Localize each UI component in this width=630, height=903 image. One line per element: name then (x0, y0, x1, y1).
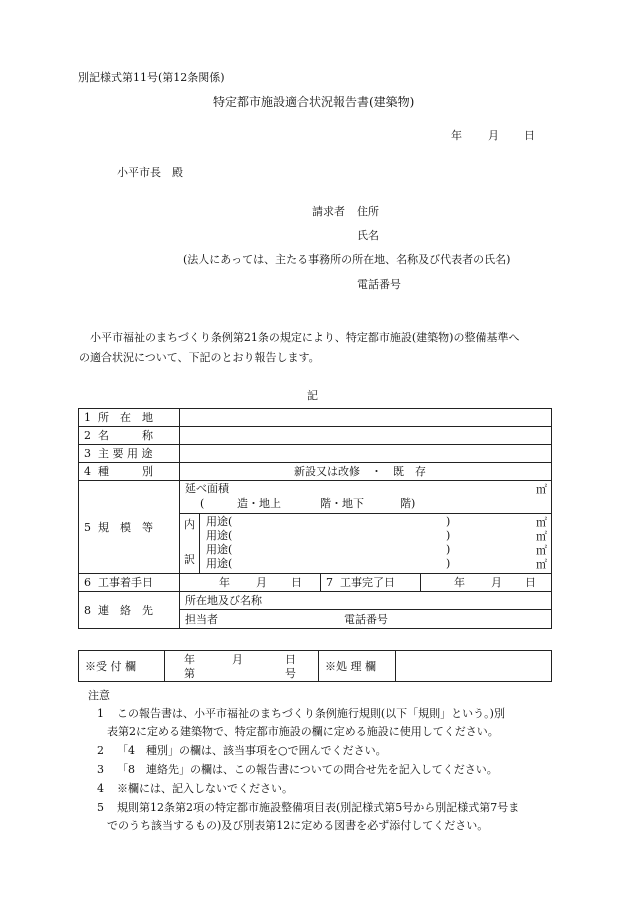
completion-label: 工事完了日 (340, 576, 395, 589)
location-field[interactable] (180, 409, 552, 427)
reception-month-label: 月 (232, 653, 243, 666)
addressee: 小平市長 殿 (117, 166, 183, 179)
notes-heading: 注意 (88, 689, 110, 702)
note-2-text: 「4 種別」の欄は、該当事項を○で囲んでください。 (117, 744, 387, 757)
total-area-unit: ㎡ (536, 483, 547, 496)
scale-field[interactable] (180, 481, 552, 574)
note-4-text: ※欄には、記入しないでください。 (117, 782, 293, 795)
use-line-4: 用途( (206, 557, 233, 570)
requester-label: 請求者 (312, 205, 345, 218)
use-line-2: 用途( (206, 529, 233, 542)
note-1-number: 1 (97, 707, 104, 720)
document-title: 特定都市施設適合状況報告書(建築物) (213, 95, 415, 109)
note-5-line-2: でのうち該当するもの)及び別表第12に定める図書を必ず添付してください。 (107, 819, 489, 832)
table-row (79, 445, 552, 463)
date-day-label: 日 (524, 129, 535, 142)
contact-divider (180, 609, 552, 610)
table-row (79, 427, 552, 445)
total-floor-area-label: 延べ面積 (185, 482, 229, 495)
contact-field[interactable] (180, 592, 552, 629)
main-use-label: 3 主 要 用 途 (79, 445, 180, 463)
floors-underground-label: 階・地下 (320, 497, 364, 510)
location-label: 1 所 在 地 (79, 409, 180, 427)
note-5 (97, 799, 549, 835)
use-line-4-unit: ㎡ (536, 558, 547, 571)
ki-heading: 記 (307, 389, 318, 402)
note-1 (97, 705, 549, 741)
type-options-text: 新設又は改修 ・ 既 存 (294, 465, 426, 478)
body-text-line-1: 小平市福祉のまちづくり条例第21条の規定により、特定都市施設(建築物)の整備基準へ (90, 331, 520, 344)
type-label: 4 種 別 (79, 463, 180, 481)
use-line-1-close: ) (446, 515, 451, 528)
use-line-2-unit: ㎡ (536, 530, 547, 543)
use-line-3-unit: ㎡ (536, 544, 547, 557)
completion-number: 7 (326, 576, 333, 589)
requester-name-label: 氏名 (357, 229, 379, 242)
main-use-field[interactable] (180, 445, 552, 463)
date-month-label: 月 (488, 129, 499, 142)
scale-label: 5 規 模 等 (79, 481, 180, 574)
table-row (79, 574, 552, 592)
start-day-label: 日 (291, 576, 302, 589)
requester-phone-label: 電話番号 (357, 278, 401, 291)
reception-go-label: 号 (285, 667, 296, 680)
table-row (79, 481, 552, 574)
facility-name-field[interactable] (180, 427, 552, 445)
use-line-1: 用途( (206, 515, 233, 528)
note-3-number: 3 (97, 763, 104, 776)
processing-label: ※処 理 欄 (319, 651, 396, 682)
breakdown-vertical-divider (199, 513, 200, 573)
note-2 (97, 742, 549, 760)
note-5-line-1: 規則第12条第2項の特定都市施設整備項目表(別記様式第5号から別記様式第7号ま (117, 801, 520, 814)
start-year-label: 年 (219, 576, 230, 589)
reception-field[interactable] (165, 651, 319, 682)
date-year-label: 年 (451, 129, 462, 142)
contact-phone-label: 電話番号 (344, 613, 388, 626)
construction-start-label: 6 工事着手日 (79, 574, 180, 592)
note-1-line-1: この報告書は、小平市福祉のまちづくり条例施行規則(以下「規則」という。)別 (117, 707, 505, 720)
facility-name-label: 2 名 称 (79, 427, 180, 445)
breakdown-label-bottom: 訳 (184, 553, 195, 566)
completion-divider (320, 574, 321, 591)
report-form-table (78, 408, 552, 629)
breakdown-divider (180, 513, 552, 514)
form-number: 別記様式第11号(第12条関係) (78, 71, 225, 84)
requester-address-label: 住所 (357, 205, 379, 218)
table-row (79, 463, 552, 481)
floors-close-paren: 階) (400, 497, 416, 510)
reception-label: ※受 付 欄 (79, 651, 165, 682)
structure-above-ground-label: 造・地上 (237, 497, 281, 510)
use-line-3-close: ) (446, 543, 451, 556)
table-row (79, 651, 552, 682)
reception-table (78, 650, 552, 682)
contact-person-label: 担当者 (185, 613, 218, 626)
use-line-3: 用途( (206, 543, 233, 556)
table-row (79, 409, 552, 427)
corporate-note: (法人にあっては、主たる事務所の所在地、名称及び代表者の氏名) (183, 253, 511, 266)
use-line-4-close: ) (446, 557, 451, 570)
contact-label: 8 連 絡 先 (79, 592, 180, 629)
reception-year-label: 年 (184, 653, 195, 666)
body-text-line-2: の適合状況について、下記のとおり報告します。 (79, 351, 320, 364)
breakdown-label-top: 内 (184, 518, 195, 531)
note-5-number: 5 (97, 801, 104, 814)
reception-dai-label: 第 (184, 667, 195, 680)
note-4-number: 4 (97, 782, 104, 795)
completion-year-label: 年 (454, 576, 465, 589)
note-2-number: 2 (97, 744, 104, 757)
start-month-label: 月 (256, 576, 267, 589)
structure-open-paren: ( (200, 497, 205, 510)
reception-day-label: 日 (285, 653, 296, 666)
note-4 (97, 780, 549, 798)
note-3-text: 「8 連絡先」の欄は、この報告書についての問合せ先を記入してください。 (117, 763, 498, 776)
contact-location-name-label: 所在地及び名称 (185, 594, 262, 607)
use-line-2-close: ) (446, 529, 451, 542)
construction-dates-field[interactable] (180, 574, 552, 592)
completion-day-label: 日 (525, 576, 536, 589)
note-1-line-2: 表第2に定める建築物で、特定都市施設の欄に定める施設に使用してください。 (107, 725, 499, 738)
note-3 (97, 761, 549, 779)
completion-date-divider (420, 574, 421, 591)
table-row (79, 592, 552, 629)
processing-field[interactable] (396, 651, 552, 682)
completion-month-label: 月 (491, 576, 502, 589)
use-line-1-unit: ㎡ (536, 516, 547, 529)
type-field[interactable] (180, 463, 552, 481)
